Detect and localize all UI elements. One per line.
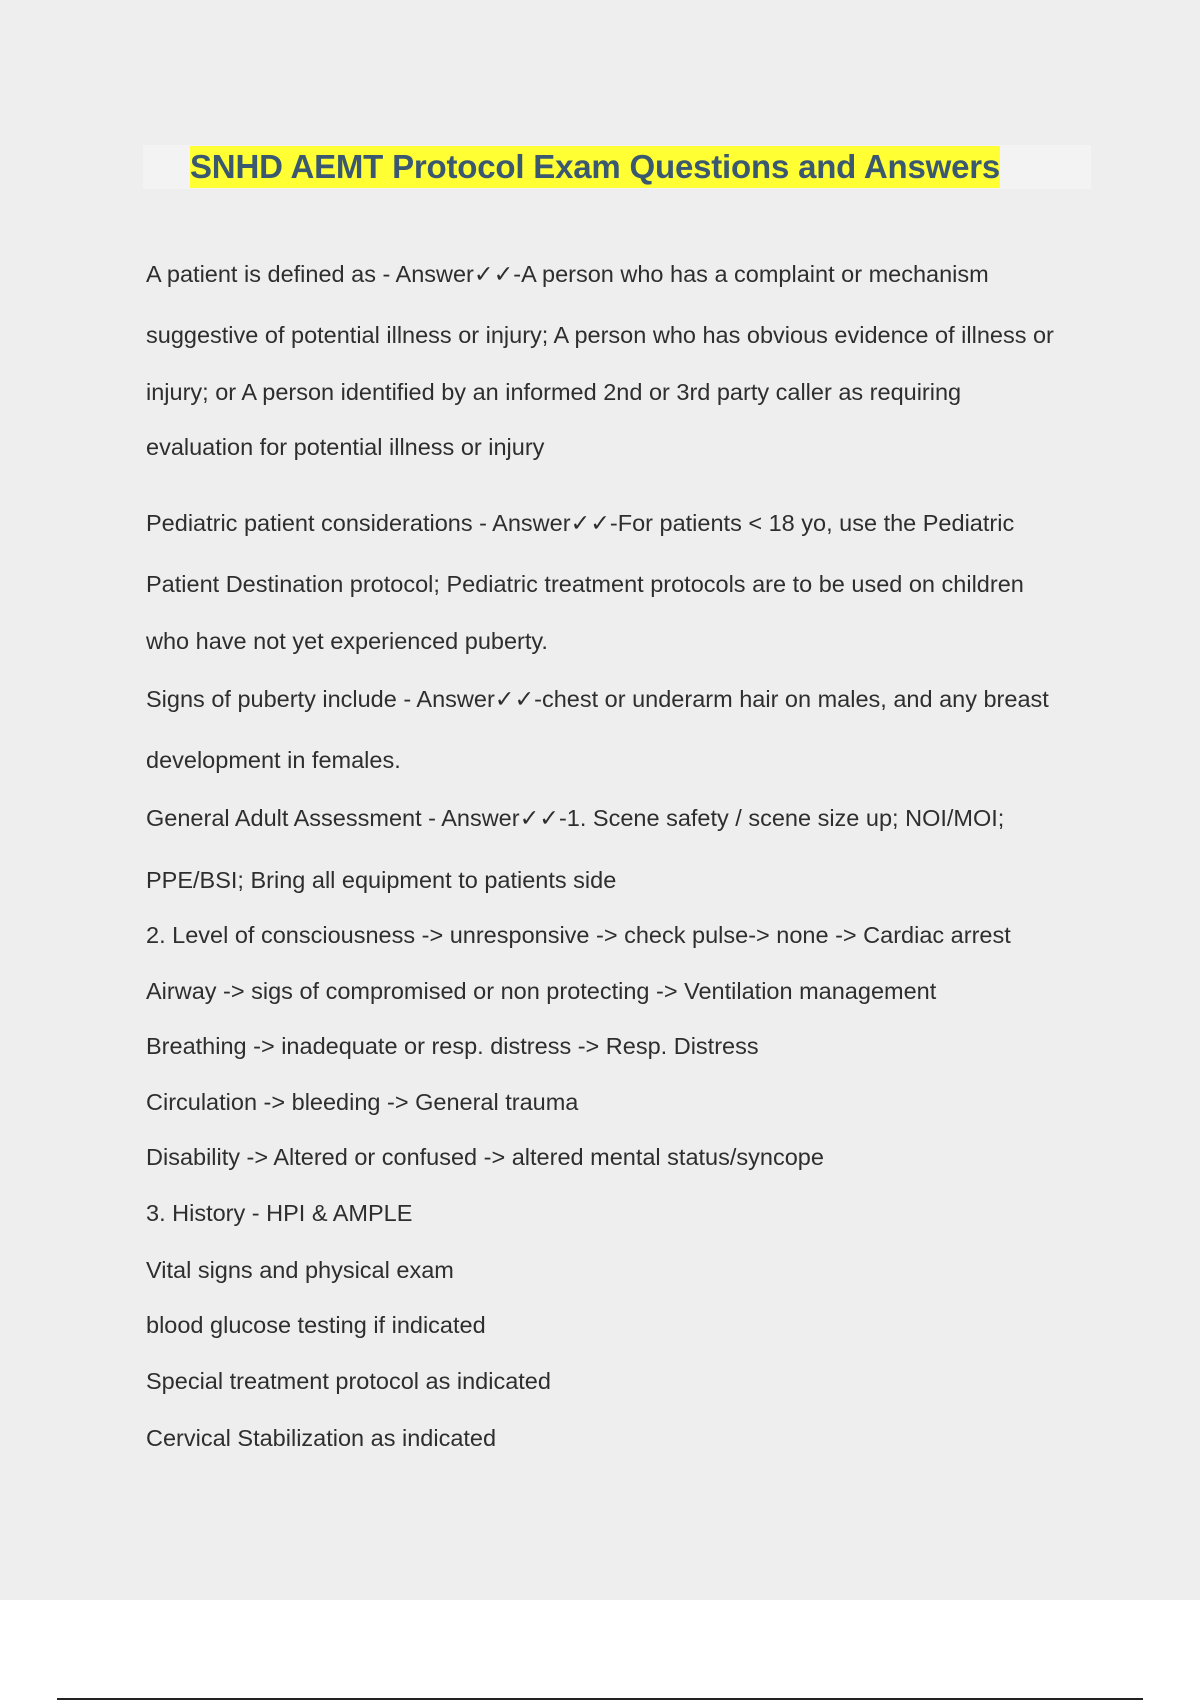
qa-line: Vital signs and physical exam [146,1257,454,1283]
qa-line: evaluation for potential illness or injury [146,434,545,460]
qa-line: 2. Level of consciousness -> unresponsive -> check pulse-> none -> Cardiac arrest [146,922,1011,948]
qa-line: Pediatric patient considerations - Answer✓✓-For patients < 18 yo, use the Pediatric [146,510,1015,536]
qa-line: A patient is defined as - Answer✓✓-A person who has a complaint or mechanism [146,261,989,287]
qa-line: Special treatment protocol as indicated [146,1368,551,1394]
qa-line: Breathing -> inadequate or resp. distress -> Resp. Distress [146,1033,759,1059]
qa-line: Cervical Stabilization as indicated [146,1425,497,1451]
qa-line: General Adult Assessment - Answer✓✓-1. Scene safety / scene size up; NOI/MOI; [146,805,1005,831]
qa-line: suggestive of potential illness or injury; A person who has obvious evidence of illness or [146,322,1054,348]
document-title: SNHD AEMT Protocol Exam Questions and Answers [190,146,1000,188]
qa-line: Disability -> Altered or confused -> altered mental status/syncope [146,1144,824,1170]
qa-line: blood glucose testing if indicated [146,1312,486,1338]
qa-line: 3. History - HPI & AMPLE [146,1200,413,1226]
qa-line: Circulation -> bleeding -> General trauma [146,1089,579,1115]
qa-line: who have not yet experienced puberty. [146,628,548,654]
qa-line: Patient Destination protocol; Pediatric treatment protocols are to be used on children [146,571,1024,597]
qa-line: injury; or A person identified by an informed 2nd or 3rd party caller as requiring [146,379,962,405]
qa-line: PPE/BSI; Bring all equipment to patients side [146,867,617,893]
qa-line: development in females. [146,747,401,773]
qa-line: Airway -> sigs of compromised or non protecting -> Ventilation management [146,978,937,1004]
qa-line: Signs of puberty include - Answer✓✓-chest or underarm hair on males, and any breast [146,686,1049,712]
